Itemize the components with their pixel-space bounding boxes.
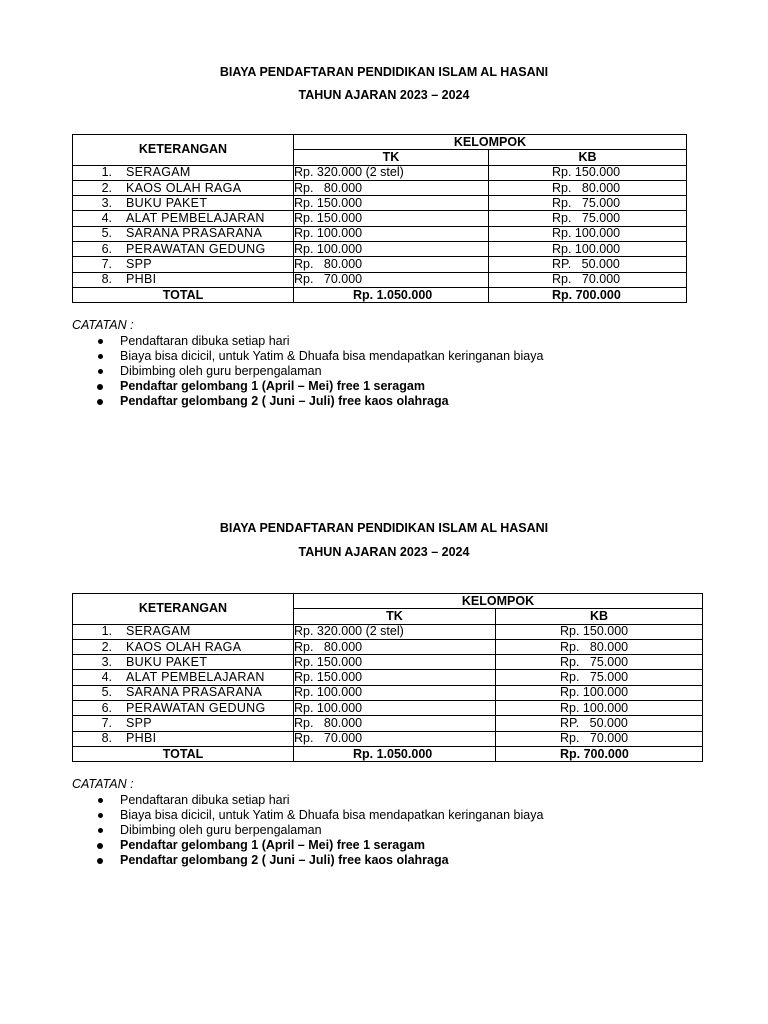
item-name: SERAGAM [126,624,191,639]
note-text: Pendaftar gelombang 2 ( Juni – Juli) free kaos olahraga [120,853,449,868]
table-row [73,716,703,731]
tk-fee: Rp. 150.000 [294,670,496,685]
bullet-icon [98,798,103,803]
note-text: Pendaftaran dibuka setiap hari [120,333,290,348]
note-text: Pendaftar gelombang 1 (April – Mei) free 1 seragam [120,379,425,394]
table-row [73,731,703,746]
item-cell [73,639,294,654]
item-cell [73,701,294,716]
table-row [73,685,703,700]
kb-fee: RP. 50.000 [496,716,703,731]
total-label: TOTAL [73,287,294,302]
tk-fee: Rp. 100.000 [294,701,496,716]
item-name: BUKU PAKET [126,654,208,669]
total-kb: Rp. 700.000 [489,287,687,302]
tk-fee: Rp. 80.000 [294,180,489,195]
kb-fee: Rp. 75.000 [496,670,703,685]
item-cell [73,624,294,639]
item-name: KAOS OLAH RAGA [126,639,242,654]
table-header-row [73,594,703,609]
total-tk: Rp. 1.050.000 [294,746,496,761]
tk-fee: Rp. 150.000 [294,655,496,670]
item-name: PERAWATAN GEDUNG [126,241,266,256]
tk-fee: Rp. 80.000 [294,716,496,731]
item-name: KAOS OLAH RAGA [126,180,242,195]
row-number: 8. [101,731,112,746]
table-row [73,670,703,685]
item-name: ALAT PEMBELAJARAN [126,211,265,226]
kb-fee: Rp. 100.000 [496,701,703,716]
header-kelompok: KELOMPOK [294,135,687,150]
note-text: Pendaftar gelombang 2 ( Juni – Juli) free kaos olahraga [120,394,449,409]
item-name: PHBI [126,731,157,746]
tk-fee: Rp. 150.000 [294,211,489,226]
document-title: BIAYA PENDAFTARAN PENDIDIKAN ISLAM AL HASANI [219,65,549,79]
notes-label: CATATAN : [72,777,134,791]
header-kelompok: KELOMPOK [294,594,703,609]
kb-fee: Rp. 70.000 [489,272,687,287]
kb-fee: Rp. 100.000 [496,685,703,700]
row-number: 6. [101,241,112,256]
note-text: Biaya bisa dicicil, untuk Yatim & Dhuafa bisa mendapatkan keringanan biaya [120,348,544,363]
notes-label: CATATAN : [72,318,134,332]
bullet-icon [97,843,103,849]
notes-list [0,793,768,869]
note-item [0,793,768,808]
kb-fee: Rp. 75.000 [496,655,703,670]
bullet-icon [98,813,103,818]
table-row [73,624,703,639]
total-tk: Rp. 1.050.000 [294,287,489,302]
kb-fee: Rp. 80.000 [496,639,703,654]
item-name: SERAGAM [126,165,191,180]
item-cell [73,716,294,731]
tk-fee: Rp. 320.000 (2 stel) [294,165,489,180]
tk-fee: Rp. 100.000 [294,685,496,700]
header-tk: TK [294,150,489,165]
item-cell [73,731,294,746]
tk-fee: Rp. 70.000 [294,272,489,287]
school-year-subtitle: TAHUN AJARAN 2023 – 2024 [298,545,470,559]
note-text: Dibimbing oleh guru berpengalaman [120,822,322,837]
school-year-subtitle: TAHUN AJARAN 2023 – 2024 [298,88,470,102]
header-keterangan: KETERANGAN [73,135,294,166]
tk-fee: Rp. 150.000 [294,196,489,211]
tk-fee: Rp. 80.000 [294,639,496,654]
kb-fee: Rp. 100.000 [489,226,687,241]
row-number: 5. [101,226,112,241]
total-kb: Rp. 700.000 [496,746,703,761]
header-kb: KB [489,150,687,165]
table-row [73,701,703,716]
kb-fee: Rp. 80.000 [489,180,687,195]
fee-table [72,593,703,762]
document-title: BIAYA PENDAFTARAN PENDIDIKAN ISLAM AL HASANI [219,521,549,535]
kb-fee: Rp. 75.000 [489,211,687,226]
item-cell [73,670,294,685]
row-number: 6. [101,700,112,715]
row-number: 2. [101,180,112,195]
kb-fee: Rp. 75.000 [489,196,687,211]
row-number: 7. [101,257,112,272]
note-text: Biaya bisa dicicil, untuk Yatim & Dhuafa bisa mendapatkan keringanan biaya [120,807,544,822]
row-number: 3. [101,654,112,669]
item-name: SPP [126,716,152,731]
kb-fee: RP. 50.000 [489,257,687,272]
note-text: Dibimbing oleh guru berpengalaman [120,363,322,378]
note-text: Pendaftaran dibuka setiap hari [120,792,290,807]
row-number: 2. [101,639,112,654]
item-name: BUKU PAKET [126,195,208,210]
tk-fee: Rp. 100.000 [294,226,489,241]
note-item [0,838,768,853]
kb-fee: Rp. 150.000 [496,624,703,639]
row-number: 7. [101,716,112,731]
item-name: SARANA PRASARANA [126,226,263,241]
item-name: ALAT PEMBELAJARAN [126,670,265,685]
row-number: 5. [101,685,112,700]
item-name: PHBI [126,272,157,287]
table-row [73,655,703,670]
bullet-icon [98,828,103,833]
note-item [0,823,768,838]
bullet-icon [97,858,103,864]
tk-fee: Rp. 100.000 [294,242,489,257]
header-kb: KB [496,609,703,624]
tk-fee: Rp. 80.000 [294,257,489,272]
total-row [73,746,703,761]
item-cell [73,685,294,700]
row-number: 4. [101,670,112,685]
table-row [73,639,703,654]
item-name: SPP [126,257,152,272]
total-label: TOTAL [73,746,294,761]
kb-fee: Rp. 100.000 [489,242,687,257]
row-number: 1. [101,165,112,180]
row-number: 4. [101,211,112,226]
tk-fee: Rp. 320.000 (2 stel) [294,624,496,639]
row-number: 8. [101,272,112,287]
item-name: SARANA PRASARANA [126,685,263,700]
row-number: 1. [101,624,112,639]
kb-fee: Rp. 150.000 [489,165,687,180]
tk-fee: Rp. 70.000 [294,731,496,746]
note-text: Pendaftar gelombang 1 (April – Mei) free 1 seragam [120,838,425,853]
note-item [0,808,768,823]
row-number: 3. [101,195,112,210]
kb-fee: Rp. 70.000 [496,731,703,746]
item-cell [73,655,294,670]
header-keterangan: KETERANGAN [73,594,294,625]
note-item [0,853,768,868]
header-tk: TK [294,609,496,624]
item-name: PERAWATAN GEDUNG [126,700,266,715]
